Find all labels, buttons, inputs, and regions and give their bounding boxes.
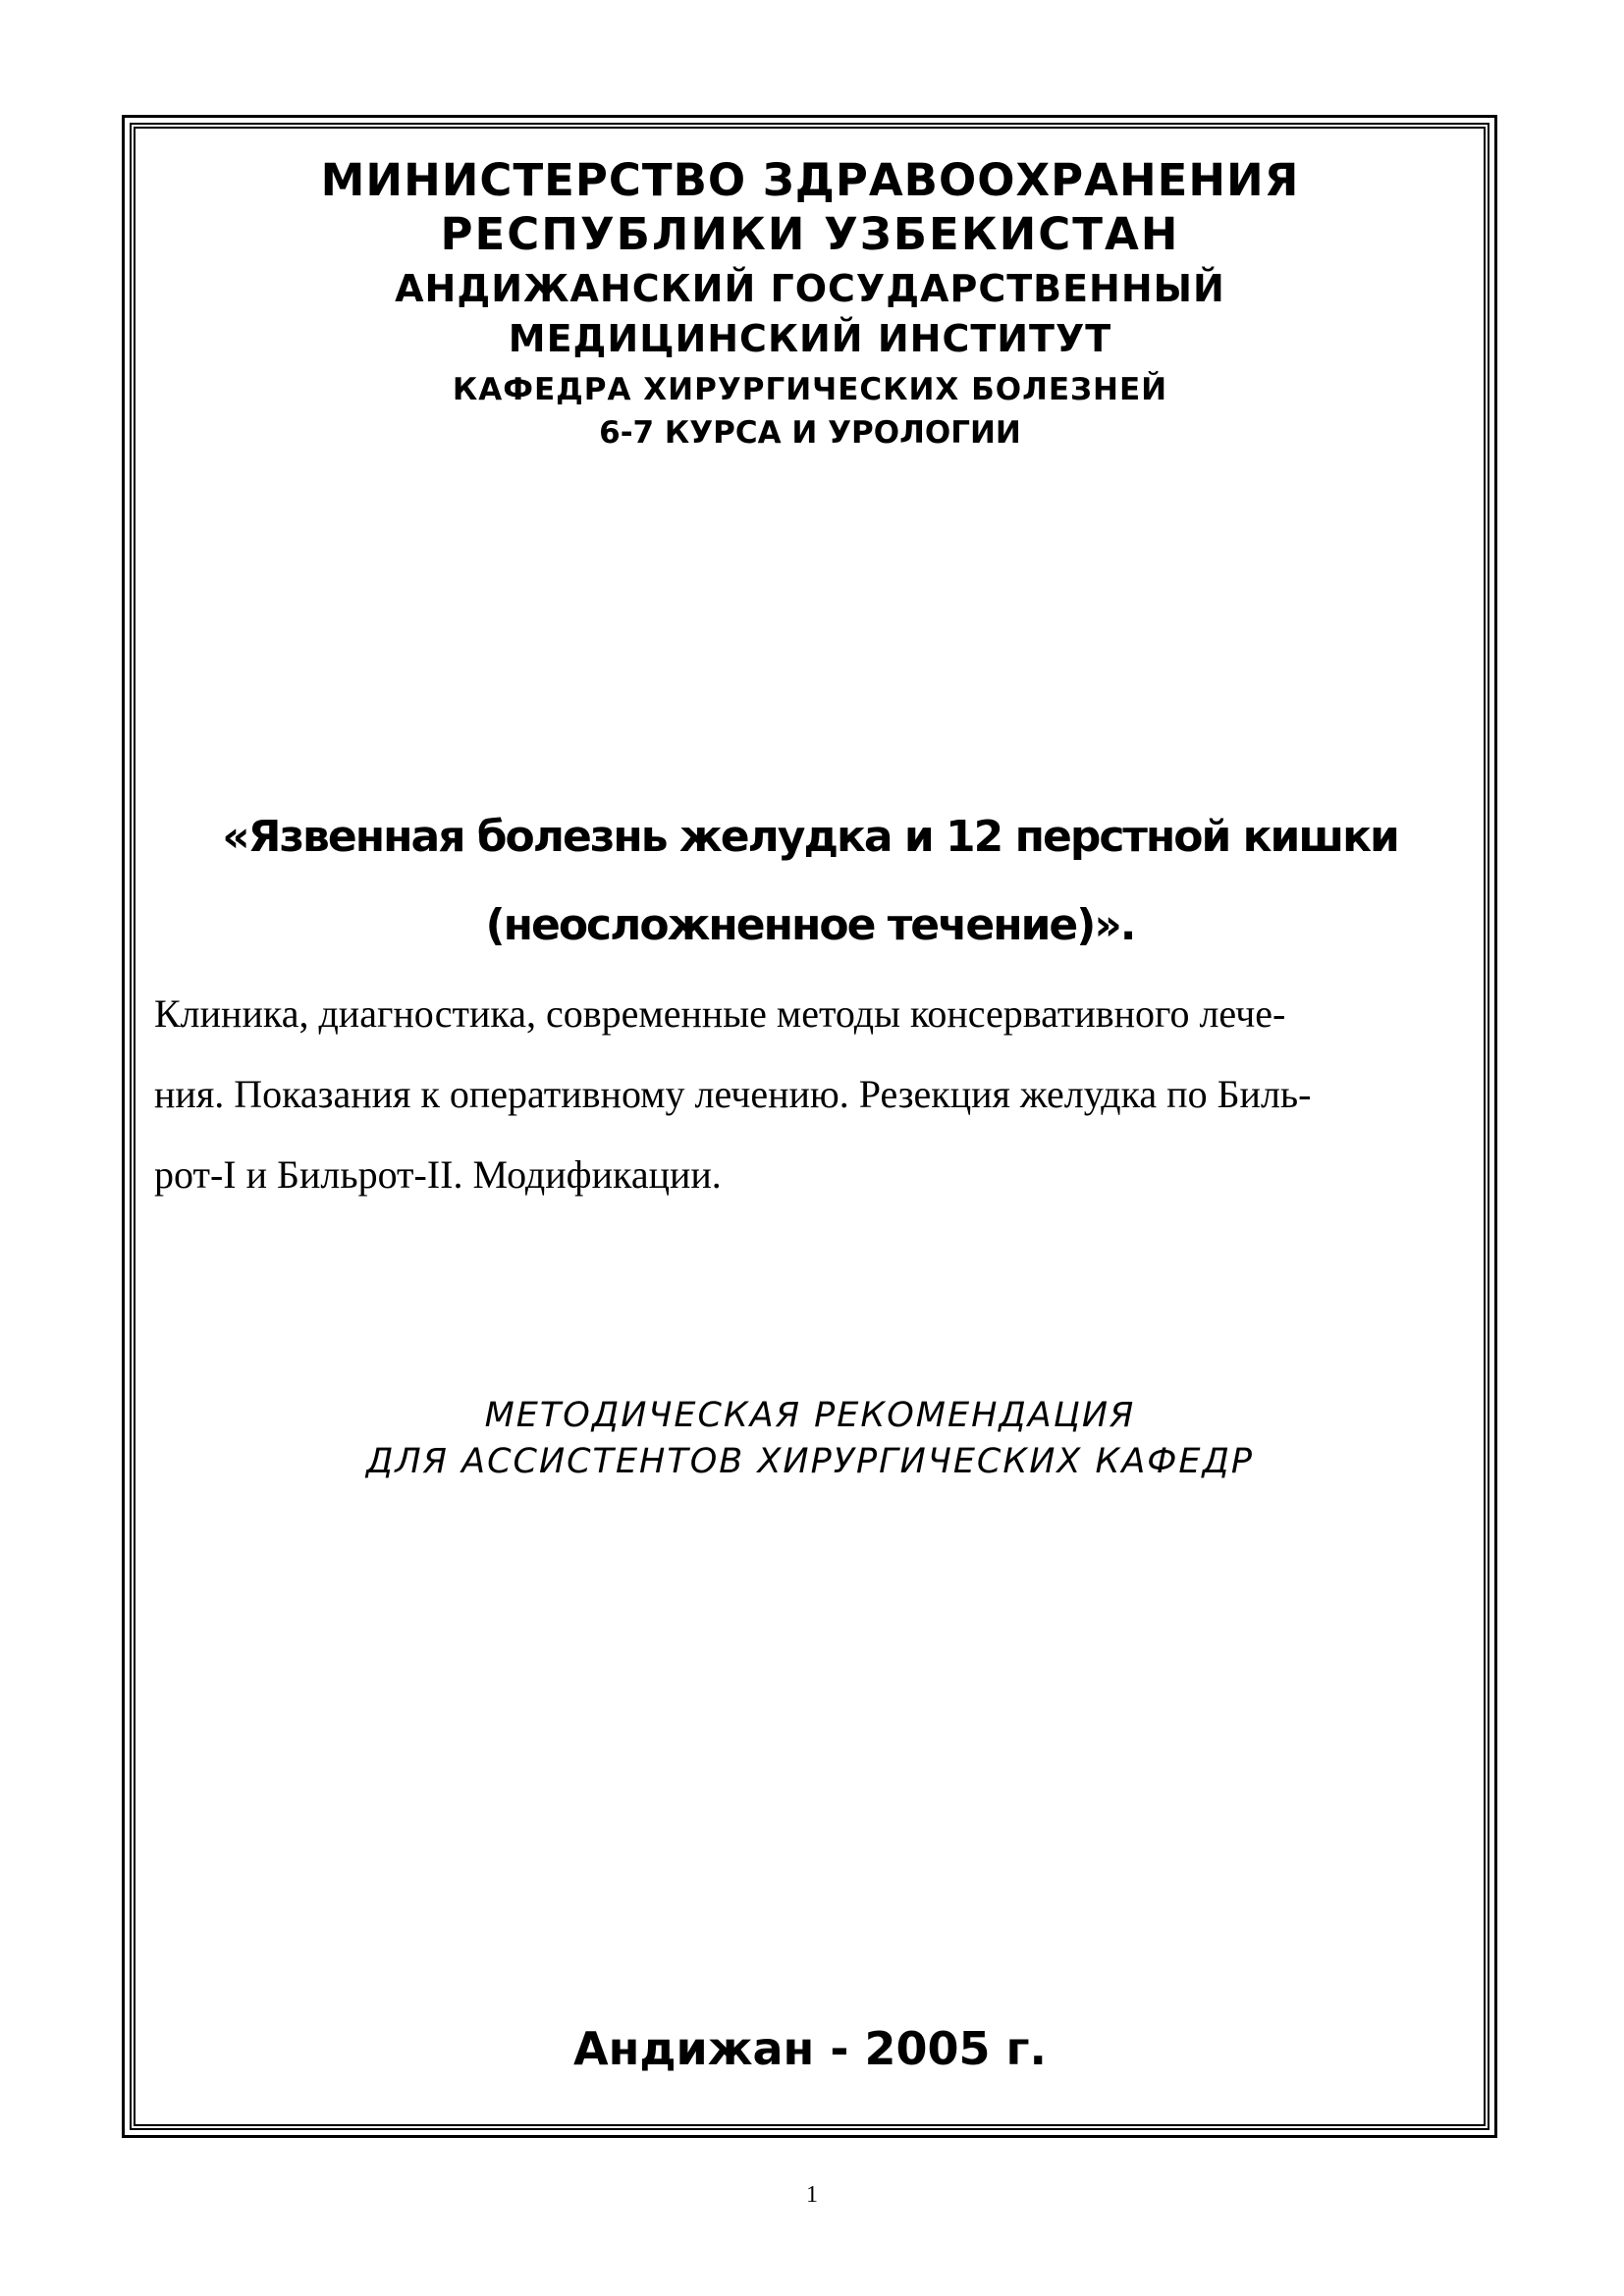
document-type-line-1: МЕТОДИЧЕСКАЯ РЕКОМЕНДАЦИЯ <box>484 1396 1136 1435</box>
document-title-line-2: (неосложненное течение)». <box>485 900 1135 950</box>
title-page <box>147 133 1473 2115</box>
topic-description <box>154 974 1475 1215</box>
ministry-line-2: РЕСПУБЛИКИ УЗБЕКИСТАН <box>440 208 1180 260</box>
institute-line-1: АНДИЖАНСКИЙ ГОСУДАРСТВЕННЫЙ <box>395 267 1225 310</box>
topic-description-line-1: Клиника, диагностика, современные методы консервативного лече- <box>154 991 1286 1036</box>
department-line-1: КАФЕДРА ХИРУРГИЧЕСКИХ БОЛЕЗНЕЙ <box>452 372 1168 407</box>
city-year: Андижан - 2005 г. <box>572 2022 1048 2075</box>
page-number: 1 <box>806 2182 818 2208</box>
topic-description-line-3: рот-I и Бильрот-II. Модификации. <box>154 1152 722 1197</box>
department-line-2: 6-7 КУРСА И УРОЛОГИИ <box>599 415 1021 451</box>
topic-description-line-2: ния. Показания к оперативному лечению. Резекция желудка по Биль- <box>154 1072 1312 1116</box>
document-title-line-1: «Язвенная болезнь желудка и 12 перстной кишки <box>222 812 1398 862</box>
ministry-line-1: МИНИСТЕРСТВО ЗДРАВООХРАНЕНИЯ <box>320 154 1300 206</box>
document-type-line-2: ДЛЯ АССИСТЕНТОВ ХИРУРГИЧЕСКИХ КАФЕДР <box>366 1442 1254 1481</box>
institute-line-2: МЕДИЦИНСКИЙ ИНСТИТУТ <box>508 317 1112 360</box>
